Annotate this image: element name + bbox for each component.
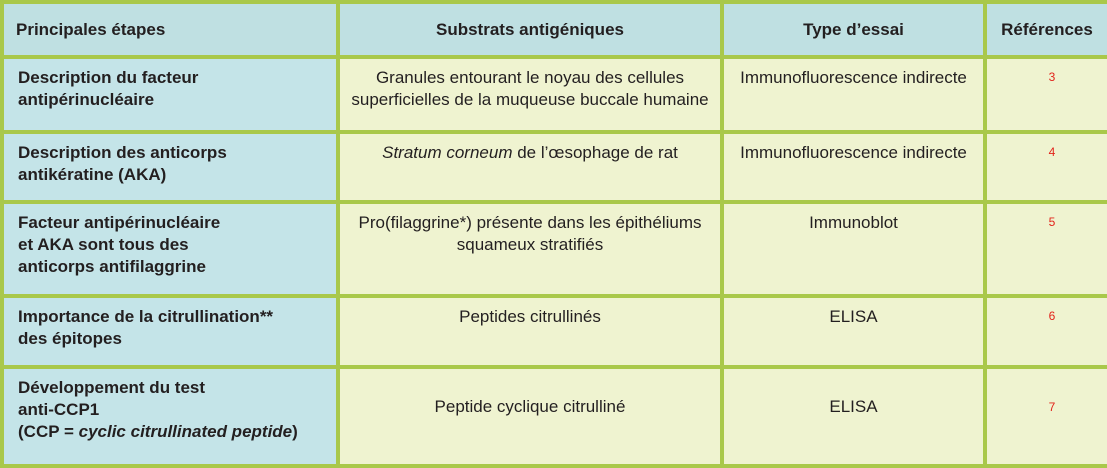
step-text: Description du facteur (18, 68, 199, 87)
substrate-text: Pro(filaggrine*) présente dans les épithéliums (358, 213, 702, 232)
reference-cell (985, 367, 1107, 466)
substrate-text: Peptides citrullinés (459, 307, 601, 326)
assay-text: ELISA (829, 397, 878, 416)
step-text: (CCP = (18, 422, 79, 441)
reference-cell (985, 296, 1107, 367)
step-text: anticorps antifilaggrine (18, 257, 206, 276)
reference-number: 4 (1048, 145, 1056, 159)
substrate-cell (338, 367, 722, 466)
assay-text: Immunofluorescence indirecte (740, 68, 967, 87)
substrate-italic-text: Stratum corneum (382, 143, 513, 162)
reference-cell (985, 132, 1107, 202)
table-row (2, 367, 1107, 466)
table-row (2, 57, 1107, 132)
step-text: anti-CCP1 (18, 400, 100, 419)
assay-text: Immunofluorescence indirecte (740, 143, 967, 162)
substrate-text: Peptide cyclique citrulliné (434, 397, 626, 416)
header-references: Références (985, 2, 1107, 57)
step-cell (2, 202, 338, 296)
header-row (2, 2, 1107, 57)
assay-cell (722, 296, 985, 367)
reference-number: 6 (1048, 309, 1056, 323)
table-row (2, 202, 1107, 296)
assay-text: ELISA (829, 307, 878, 326)
step-text: ) (292, 422, 298, 441)
substrate-text: Granules entourant le noyau des cellules (375, 68, 685, 87)
reference-cell (985, 57, 1107, 132)
assay-text: Immunoblot (809, 213, 898, 232)
step-cell (2, 367, 338, 466)
assay-cell (722, 202, 985, 296)
step-cell (2, 57, 338, 132)
step-text: Description des anticorps (18, 143, 227, 162)
reference-number: 5 (1048, 215, 1056, 229)
step-cell (2, 132, 338, 202)
step-cell (2, 296, 338, 367)
substrate-cell (338, 57, 722, 132)
step-text: Facteur antipérinucléaire (18, 213, 221, 232)
reference-cell (985, 202, 1107, 296)
header-steps: Principales étapes (2, 2, 338, 57)
step-text: des épitopes (18, 329, 122, 348)
step-text-ccp (18, 421, 328, 443)
header-substrates: Substrats antigéniques (338, 2, 722, 57)
substrate-text: superficielles de la muqueuse buccale humaine (351, 90, 709, 109)
step-italic-text: cyclic citrullinated peptide (78, 422, 293, 441)
substrate-cell (338, 296, 722, 367)
table-row (2, 132, 1107, 202)
step-text: antikératine (AKA) (18, 165, 167, 184)
step-text: Importance de la citrullination** (18, 307, 274, 326)
substrate-cell (338, 132, 722, 202)
assay-cell (722, 132, 985, 202)
step-text: et AKA sont tous des (18, 235, 189, 254)
step-text: antipérinucléaire (18, 90, 155, 109)
assay-cell (722, 367, 985, 466)
substrate-text: de l’œsophage de rat (512, 143, 678, 162)
assay-cell (722, 57, 985, 132)
substrate-cell (338, 202, 722, 296)
step-text: Développement du test (18, 378, 206, 397)
reference-number: 3 (1048, 70, 1056, 84)
substrate-text: squameux stratifiés (456, 235, 604, 254)
header-assay-type: Type d’essai (722, 2, 985, 57)
table-row (2, 296, 1107, 367)
reference-number: 7 (1048, 400, 1056, 414)
